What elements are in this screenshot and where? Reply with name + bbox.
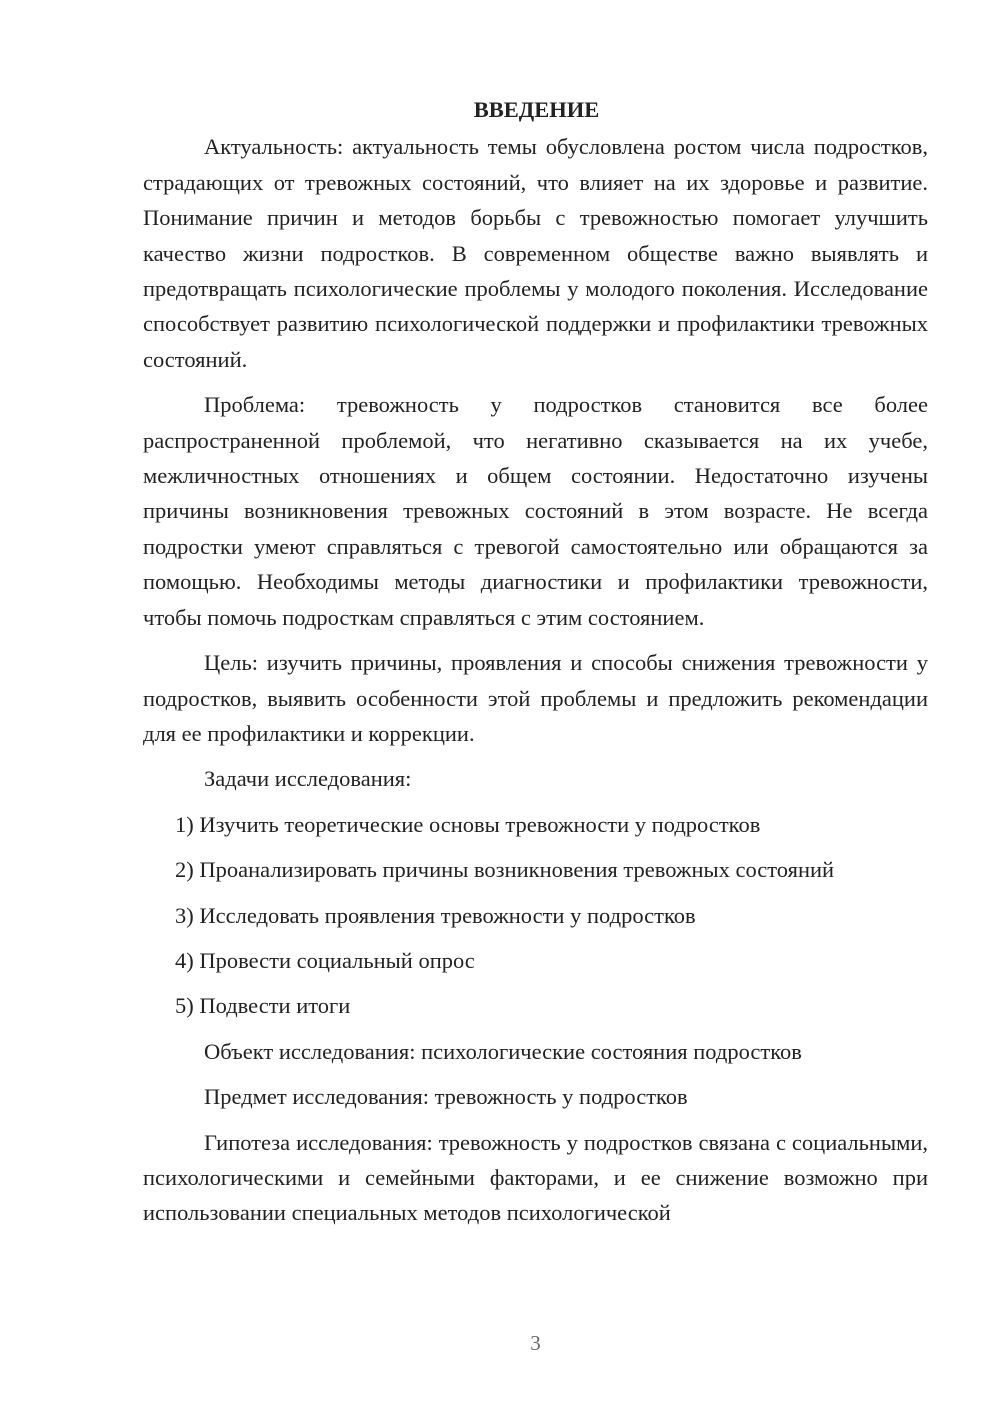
task-item: 1) Изучить теоретические основы тревожности у подростков bbox=[175, 811, 761, 837]
task-item: 5) Подвести итоги bbox=[175, 993, 351, 1019]
task-item: 4) Провести социальный опрос bbox=[175, 947, 475, 973]
page-number: 3 bbox=[530, 1331, 541, 1355]
task-item: 3) Исследовать проявления тревожности у подростков bbox=[175, 902, 696, 928]
object-line: Объект исследования: психологические состояния подростков bbox=[204, 1038, 802, 1064]
task-item: 2) Проанализировать причины возникновения тревожных состояний bbox=[175, 857, 835, 883]
problem-paragraph: Проблема: тревожность у подростков становится все более распространенной проблемой, что негативно сказывается на их учебе, межличностных отношениях и общем состоянии. Недостаточно изучены причины возникновения тревожных состояний в этом возрасте. Не всегда подростки умеют справляться с тревогой самостоятельно или обращаются за помощью. Необходимы методы диагностики и профилактики тревожности, чтобы помочь подросткам справляться с этим состоянием. bbox=[143, 392, 928, 630]
tasks-heading: Задачи исследования: bbox=[204, 766, 412, 792]
tasks-list bbox=[143, 807, 928, 1024]
goal-paragraph: Цель: изучить причины, проявления и способы снижения тревожности у подростков, выявить особенности этой проблемы и предложить рекомендации для ее профилактики и коррекции. bbox=[143, 650, 928, 746]
subject-line: Предмет исследования: тревожность у подростков bbox=[204, 1084, 688, 1110]
page-title: ВВЕДЕНИЕ bbox=[473, 97, 600, 122]
document-body bbox=[143, 92, 928, 1231]
hypothesis-paragraph: Гипотеза исследования: тревожность у подростков связана с социальными, психологическими и семейными факторами, и ее снижение возможно при использовании специальных методов психологической bbox=[143, 1129, 928, 1226]
relevance-paragraph: Актуальность: актуальность темы обусловлена ростом числа подростков, страдающих от тревожных состояний, что влияет на их здоровье и развитие. Понимание причин и методов борьбы с тревожностью помогает улучшить качество жизни подростков. В современном обществе важно выявлять и предотвращать психологические проблемы у молодого поколения. Исследование способствует развитию психологической поддержки и профилактики тревожных состояний. bbox=[143, 134, 928, 372]
